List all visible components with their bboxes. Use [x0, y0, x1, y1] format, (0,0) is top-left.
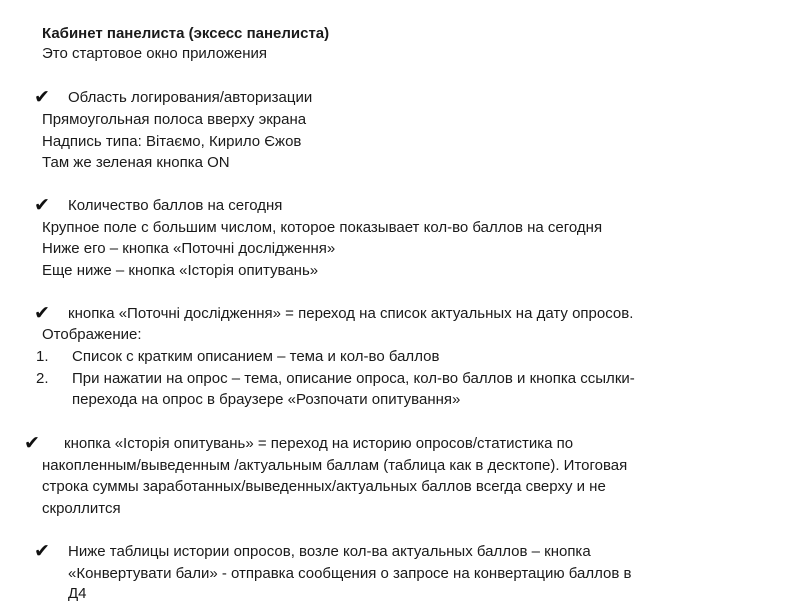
list-number: 1.: [36, 348, 49, 365]
document-subtitle: Это стартовое окно приложения: [42, 45, 268, 62]
section-line: Там же зеленая кнопка ON: [42, 154, 230, 171]
section-line: Д4: [68, 585, 87, 602]
checkmark-icon: ✔: [34, 540, 50, 562]
section-line: строка суммы заработанных/выведенных/актуальных баллов всегда сверху и не: [42, 478, 606, 495]
checkmark-icon: ✔: [34, 302, 50, 324]
section-heading: Область логирования/авторизации: [68, 89, 313, 106]
section-line: Отображение:: [42, 326, 142, 343]
list-item: Список с кратким описанием – тема и кол-во баллов: [72, 348, 440, 365]
section-line: Ниже его – кнопка «Поточні дослідження»: [42, 240, 336, 257]
section-heading: кнопка «Поточні дослідження» = переход на список актуальных на дату опросов.: [68, 305, 634, 322]
checkmark-icon: ✔: [24, 432, 40, 454]
section-heading: кнопка «Історія опитувань» = переход на историю опросов/статистика по: [64, 435, 574, 452]
document-title: Кабинет панелиста (эксесс панелиста): [42, 25, 330, 42]
section-line: скроллится: [42, 500, 121, 517]
section-line: «Конвертувати бали» - отправка сообщения о запросе на конвертацию баллов в: [68, 565, 632, 582]
section-line: Крупное поле с большим числом, которое показывает кол-во баллов на сегодня: [42, 219, 603, 236]
list-item-continuation: перехода на опрос в браузере «Розпочати опитування»: [72, 391, 461, 408]
list-item: При нажатии на опрос – тема, описание опроса, кол-во баллов и кнопка ссылки-: [72, 370, 635, 387]
section-line: накопленным/выведенным /актуальным баллам (таблица как в десктопе). Итоговая: [42, 457, 628, 474]
section-heading: Ниже таблицы истории опросов, возле кол-ва актуальных баллов – кнопка: [68, 543, 591, 560]
section-line: Надпись типа: Вітаємо, Кирило Єжов: [42, 133, 302, 150]
list-number: 2.: [36, 370, 49, 387]
section-line: Еще ниже – кнопка «Історія опитувань»: [42, 262, 319, 279]
section-heading: Количество баллов на сегодня: [68, 197, 283, 214]
section-line: Прямоугольная полоса вверху экрана: [42, 111, 307, 128]
checkmark-icon: ✔: [34, 194, 50, 216]
checkmark-icon: ✔: [34, 86, 50, 108]
